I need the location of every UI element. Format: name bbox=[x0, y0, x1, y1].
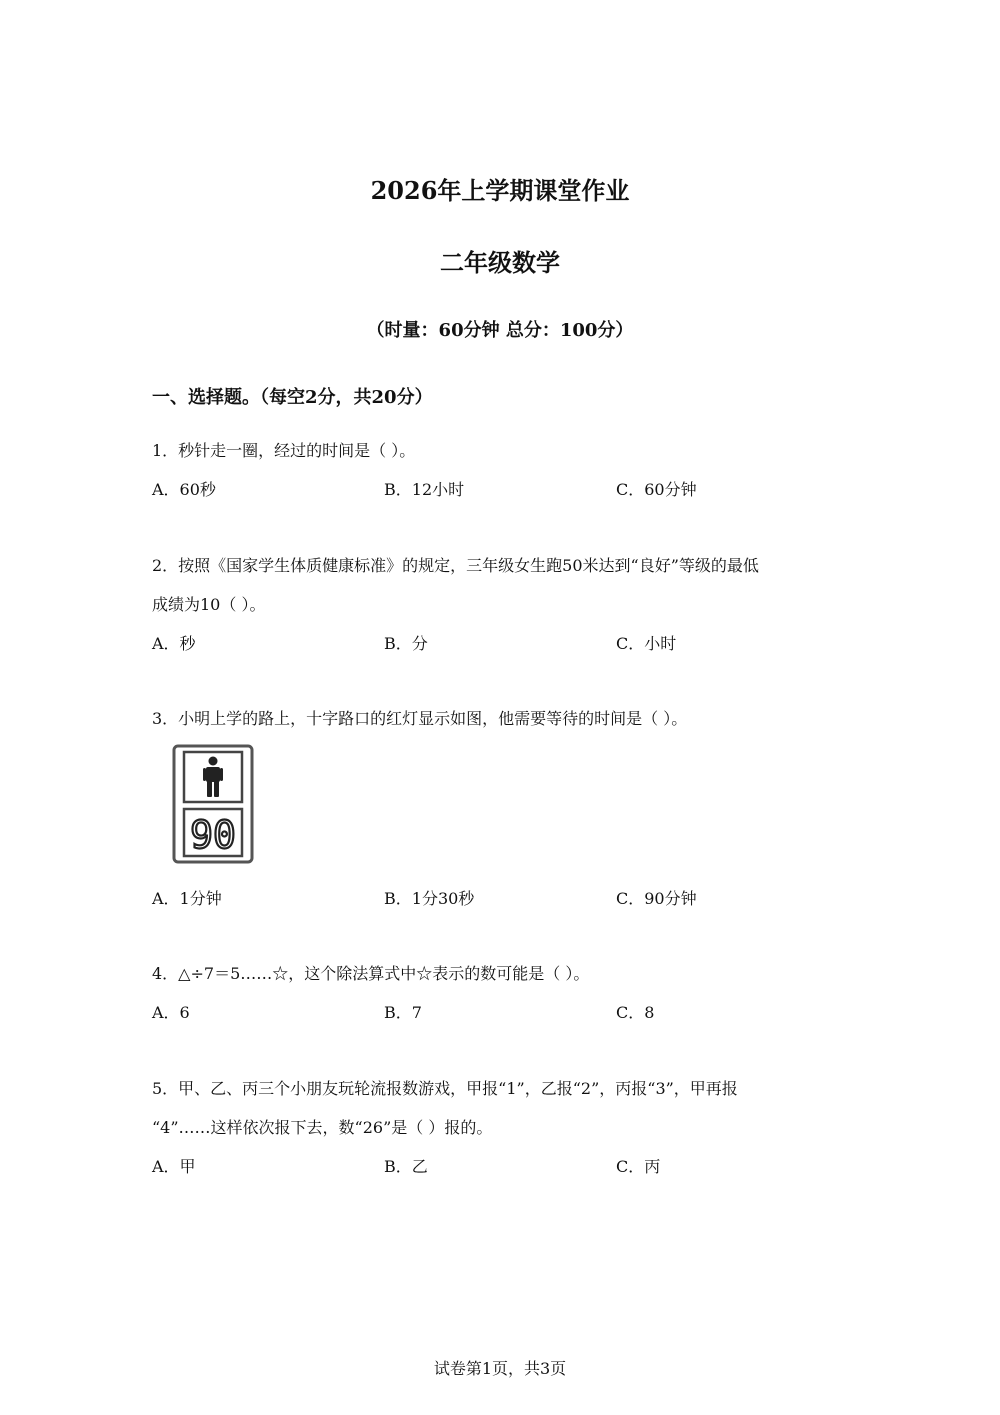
section-heading: 一、选择题。（每空2分，共20分） bbox=[152, 387, 433, 408]
question-2-text-line2: 成绩为10（ ）。 bbox=[152, 595, 266, 614]
q2-option-a: A．秒 bbox=[152, 634, 196, 653]
page-footer: 试卷第1页，共3页 bbox=[433, 1359, 567, 1378]
q1-option-a: A．60秒 bbox=[152, 480, 216, 499]
q4-option-b: B．7 bbox=[384, 1003, 422, 1022]
question-5-text-line2: “4”……这样依次报下去，数“26”是（ ）报的。 bbox=[152, 1118, 493, 1137]
q3-option-a: A．1分钟 bbox=[152, 889, 222, 908]
q2-option-b: B．分 bbox=[384, 634, 428, 653]
q3-option-c: C．90分钟 bbox=[616, 889, 697, 908]
question-4-text: 4．△÷7＝5……☆，这个除法算式中☆表示的数可能是（ ）。 bbox=[152, 964, 590, 983]
q2-option-c: C．小时 bbox=[616, 634, 677, 653]
countdown-number: 90 bbox=[190, 813, 236, 857]
question-3-text: 3．小明上学的路上，十字路口的红灯显示如图，他需要等待的时间是（ ）。 bbox=[152, 709, 688, 728]
q3-option-b: B．1分30秒 bbox=[384, 889, 475, 908]
q5-option-c: C．丙 bbox=[616, 1157, 661, 1176]
q1-option-b: B．12小时 bbox=[384, 480, 465, 499]
q4-option-a: A．6 bbox=[152, 1003, 190, 1022]
q1-option-c: C．60分钟 bbox=[616, 480, 697, 499]
question-1-text: 1．秒针走一圈，经过的时间是（ ）。 bbox=[152, 441, 416, 460]
page-title: 2026年上学期课堂作业 bbox=[370, 176, 630, 205]
question-2-text-line1: 2．按照《国家学生体质健康标准》的规定，三年级女生跑50米达到“良好”等级的最低 bbox=[152, 556, 759, 575]
pedestrian-signal-figure bbox=[172, 744, 254, 864]
q5-option-b: B．乙 bbox=[384, 1157, 428, 1176]
exam-meta: （时量：60分钟 总分：100分） bbox=[366, 320, 634, 341]
q4-option-c: C．8 bbox=[616, 1003, 655, 1022]
question-5-text-line1: 5．甲、乙、丙三个小朋友玩轮流报数游戏，甲报“1”，乙报“2”，丙报“3”，甲再报 bbox=[152, 1079, 738, 1098]
page-subtitle: 二年级数学 bbox=[440, 248, 560, 277]
q5-option-a: A．甲 bbox=[152, 1157, 196, 1176]
